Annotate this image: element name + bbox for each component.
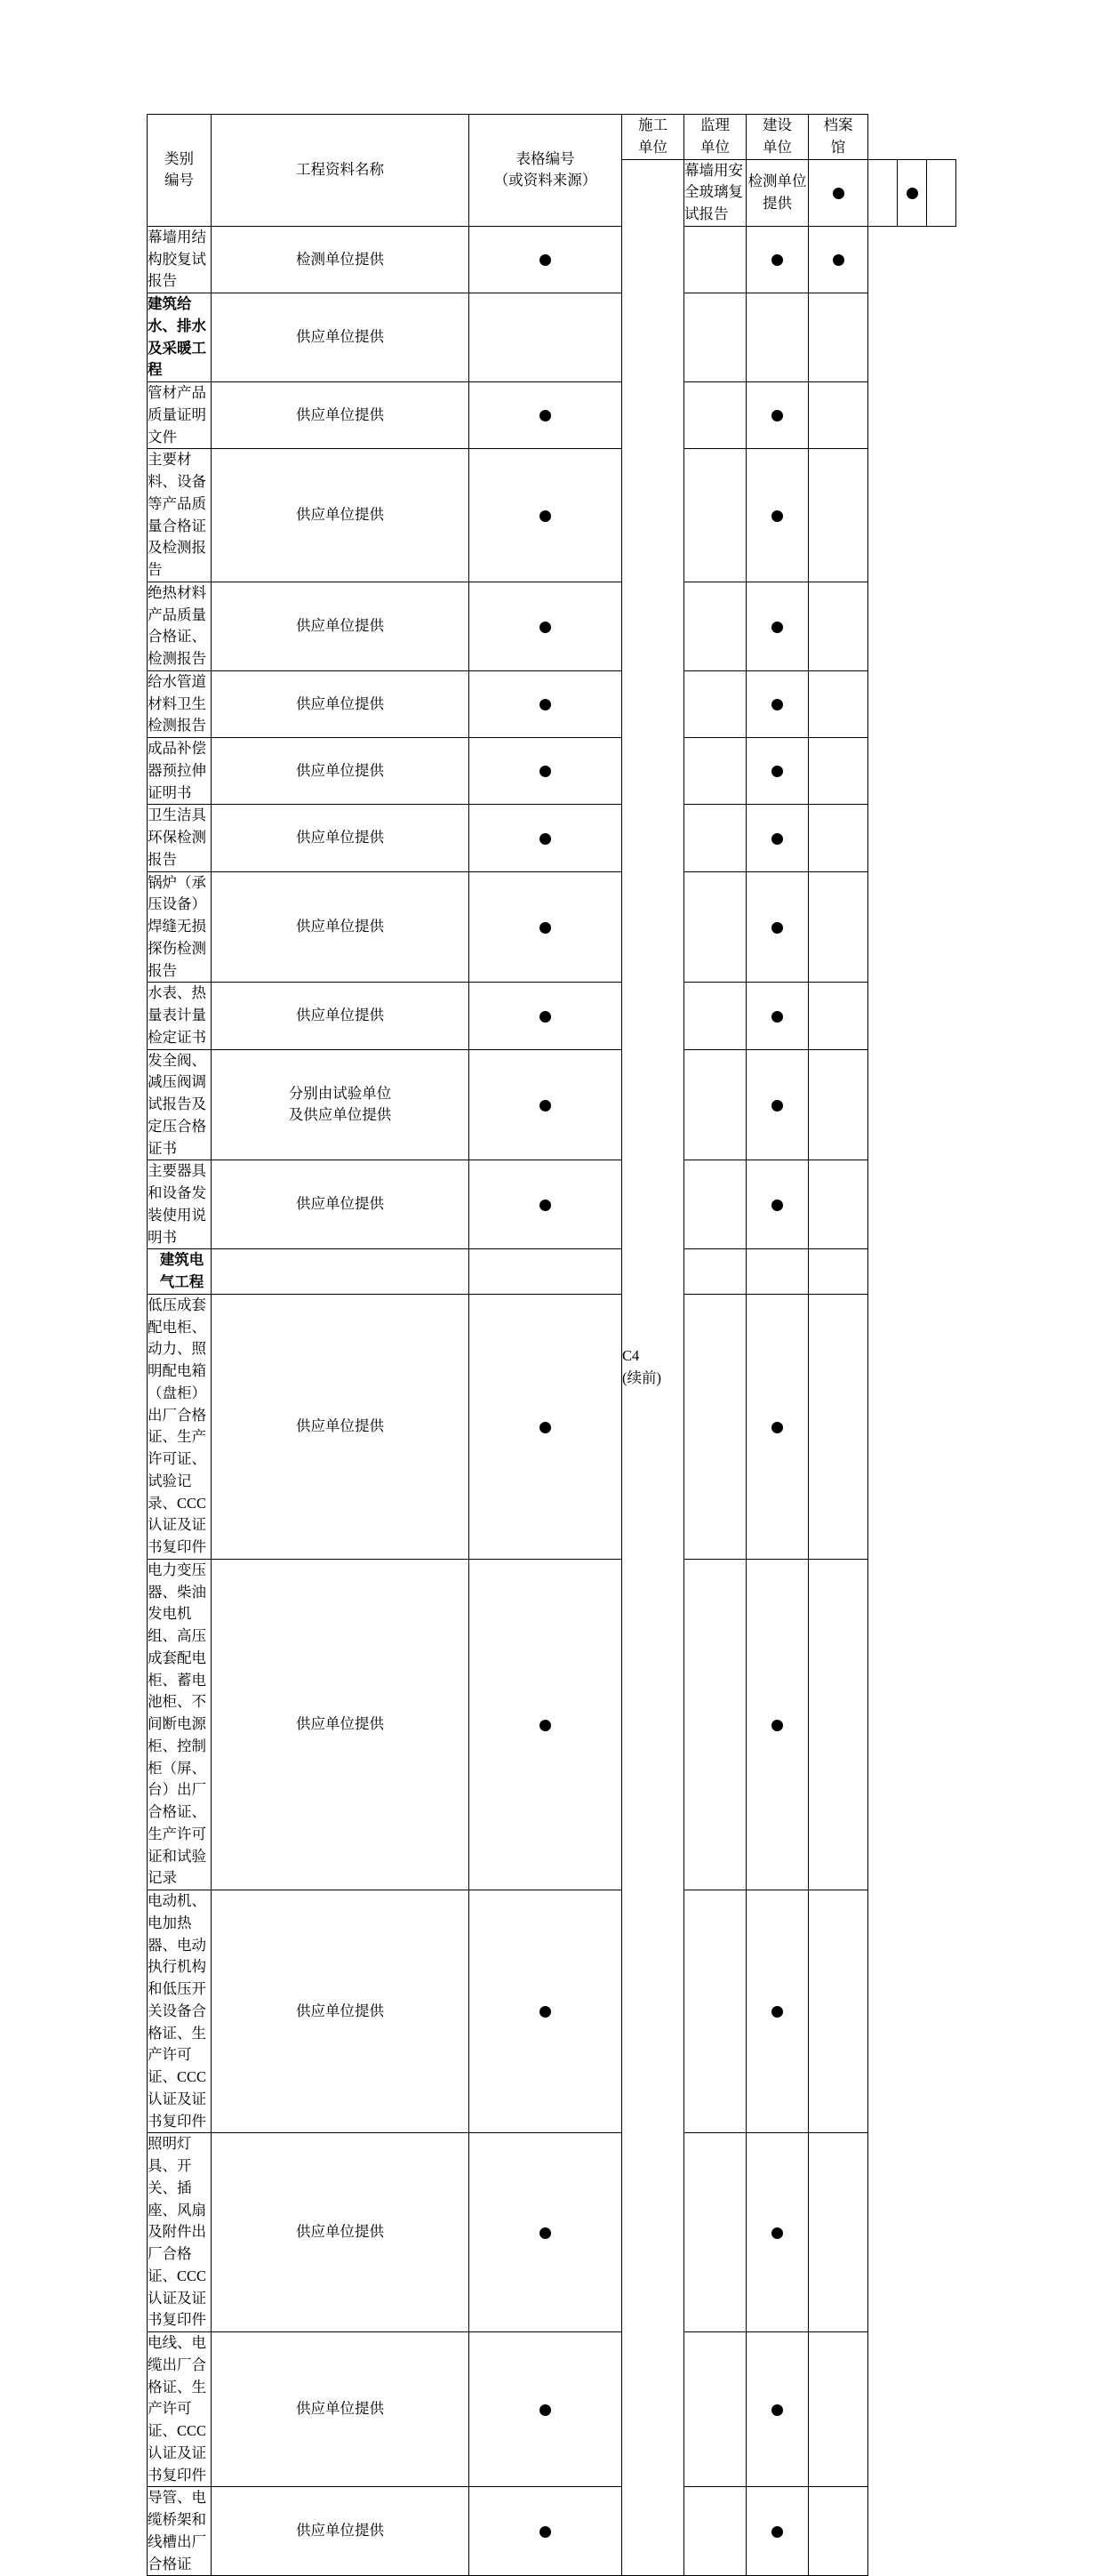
table-header-row (148, 115, 956, 160)
mark-supervision-cell (684, 582, 747, 670)
table-row (148, 871, 956, 983)
mark-supervision-cell (684, 449, 747, 582)
header-unit-supervision-line2: 单位 (700, 138, 730, 156)
mark-construction-dot (540, 1011, 551, 1023)
header-source (469, 115, 622, 227)
table-row (148, 738, 956, 805)
category-code-cell (622, 159, 684, 2576)
row-source: 供应单位提供 (212, 582, 469, 670)
mark-supervision-cell (684, 1294, 747, 1559)
mark-construction-cell (469, 449, 622, 582)
mark-supervision-cell (684, 738, 747, 805)
row-source: 供应单位提供 (212, 1294, 469, 1559)
mark-construction-cell (469, 226, 622, 293)
mark-owner-cell (898, 159, 927, 226)
mark-owner-dot (771, 2526, 783, 2538)
mark-archive-cell (809, 293, 868, 382)
row-source-line2: 及供应单位提供 (288, 1106, 392, 1124)
mark-owner-cell (747, 293, 809, 382)
row-source: 供应单位提供 (212, 670, 469, 737)
category-code: C4 (622, 1347, 640, 1365)
table-row (148, 382, 956, 449)
mark-construction-cell (469, 1049, 622, 1160)
row-name: 水表、热量表计量检定证书 (148, 983, 212, 1049)
mark-owner-cell (747, 1559, 809, 1890)
mark-construction-cell (469, 871, 622, 983)
header-unit-archive (809, 115, 868, 160)
mark-supervision-cell (684, 2332, 747, 2487)
header-unit-owner-line1: 建设 (763, 116, 792, 133)
mark-supervision-cell (684, 1160, 747, 1249)
mark-archive-cell (809, 1890, 868, 2133)
mark-owner-cell (747, 1294, 809, 1559)
row-name: 绝热材料产品质量合格证、检测报告 (148, 582, 212, 670)
mark-owner-cell (747, 1249, 809, 1295)
mark-supervision-cell (684, 2487, 747, 2576)
mark-archive-cell (809, 2487, 868, 2576)
row-name: 幕墙用结构胶复试报告 (148, 226, 212, 293)
mark-owner-cell (747, 738, 809, 805)
table-row (148, 1890, 956, 2133)
row-name: 导管、电缆桥架和线槽出厂合格证 (148, 2487, 212, 2576)
mark-construction-dot (540, 1720, 551, 1731)
table-row (148, 1249, 956, 1295)
row-name: 幕墙用安全玻璃复试报告 (684, 159, 747, 226)
mark-construction-dot (540, 622, 551, 633)
mark-supervision-cell (684, 382, 747, 449)
mark-construction-dot (540, 410, 551, 421)
table-row (148, 983, 956, 1049)
header-source-line2: （或资料来源） (493, 172, 597, 189)
row-name: 卫生洁具环保检测报告 (148, 805, 212, 871)
mark-supervision-cell (684, 1890, 747, 2133)
header-unit-archive-line2: 馆 (830, 138, 846, 156)
mark-owner-dot (771, 1720, 783, 1731)
mark-archive-cell (809, 449, 868, 582)
mark-supervision-cell (684, 805, 747, 871)
mark-owner-cell (747, 2487, 809, 2576)
mark-supervision-cell (684, 1559, 747, 1890)
row-source (212, 1249, 469, 1295)
mark-archive-cell (809, 582, 868, 670)
header-category (148, 115, 212, 227)
row-name: 电力变压器、柴油发电机组、高压成套配电柜、蓄电池柜、不间断电源柜、控制柜（屏、台）出厂合格证、生产许可证和试验记录 (148, 1559, 212, 1890)
mark-owner-dot (771, 2227, 783, 2239)
mark-owner-dot (771, 2006, 783, 2018)
mark-construction-cell (469, 382, 622, 449)
mark-construction-dot (540, 766, 551, 777)
row-name: 低压成套配电柜、动力、照明配电箱（盘柜）出厂合格证、生产许可证、试验记录、CCC 认证及证书复印件 (148, 1294, 212, 1559)
row-name: 主要材料、设备等产品质量合格证及检测报告 (148, 449, 212, 582)
header-unit-construction-line2: 单位 (638, 138, 667, 156)
row-name: 锅炉（承压设备）焊缝无损探伤检测报告 (148, 871, 212, 983)
row-source: 供应单位提供 (212, 805, 469, 871)
table-row (148, 670, 956, 737)
row-source: 供应单位提供 (212, 2133, 469, 2332)
row-name: 建筑给水、排水及采暖工程 (148, 293, 212, 382)
engineering-data-table (147, 114, 956, 2576)
mark-owner-dot (771, 1100, 783, 1111)
mark-owner-cell (747, 983, 809, 1049)
table-row (148, 1049, 956, 1160)
mark-supervision-cell (684, 983, 747, 1049)
mark-archive-cell (809, 2133, 868, 2332)
mark-construction-cell (469, 293, 622, 382)
mark-supervision-cell (684, 226, 747, 293)
mark-construction-cell (469, 2133, 622, 2332)
mark-construction-cell (809, 159, 868, 226)
mark-archive-cell (809, 805, 868, 871)
mark-construction-dot (540, 1200, 551, 1211)
mark-owner-cell (747, 1049, 809, 1160)
mark-owner-cell (747, 805, 809, 871)
mark-owner-cell (747, 382, 809, 449)
mark-owner-dot (771, 510, 783, 522)
mark-archive-cell (809, 1249, 868, 1295)
row-source: 供应单位提供 (212, 2487, 469, 2576)
table-row (148, 1559, 956, 1890)
mark-owner-cell (747, 449, 809, 582)
row-source: 供应单位提供 (212, 382, 469, 449)
mark-owner-cell (747, 2133, 809, 2332)
mark-supervision-cell (684, 2133, 747, 2332)
mark-archive-cell (927, 159, 956, 226)
mark-archive-cell (809, 1559, 868, 1890)
mark-owner-dot (771, 766, 783, 777)
header-source-line1: 表格编号 (516, 149, 575, 167)
mark-owner-dot (907, 188, 918, 199)
mark-construction-cell (469, 2487, 622, 2576)
header-unit-owner-line2: 单位 (763, 138, 792, 156)
row-name: 给水管道材料卫生检测报告 (148, 670, 212, 737)
row-source: 供应单位提供 (212, 1890, 469, 2133)
row-source-line1: 分别由试验单位 (288, 1084, 392, 1102)
mark-supervision-cell (684, 670, 747, 737)
mark-owner-dot (771, 622, 783, 633)
mark-owner-dot (771, 2404, 783, 2416)
mark-construction-dot (540, 510, 551, 522)
table-row (148, 805, 956, 871)
mark-supervision-cell (868, 159, 898, 226)
row-name: 电动机、电加热器、电动执行机构和低压开关设备合格证、生产许可证、CCC 认证及证书复印件 (148, 1890, 212, 2133)
header-unit-construction-line1: 施工 (638, 116, 667, 133)
mark-construction-cell (469, 1160, 622, 1249)
mark-construction-dot (540, 2227, 551, 2239)
mark-construction-dot (540, 1422, 551, 1433)
mark-owner-dot (771, 1422, 783, 1433)
mark-construction-dot (540, 2404, 551, 2416)
row-source: 供应单位提供 (212, 1160, 469, 1249)
mark-supervision-cell (684, 871, 747, 983)
mark-supervision-cell (684, 293, 747, 382)
row-source: 检测单位提供 (747, 159, 809, 226)
table-row (148, 293, 956, 382)
mark-owner-dot (771, 833, 783, 845)
mark-supervision-cell (684, 1049, 747, 1160)
mark-construction-dot (540, 922, 551, 934)
mark-construction-cell (469, 805, 622, 871)
row-name: 主要器具和设备发装使用说明书 (148, 1160, 212, 1249)
mark-owner-cell (747, 1160, 809, 1249)
table-row (148, 226, 956, 293)
row-source: 供应单位提供 (212, 449, 469, 582)
row-source: 供应单位提供 (212, 293, 469, 382)
header-category-line2: 编号 (164, 172, 194, 189)
mark-construction-cell (469, 1294, 622, 1559)
mark-construction-cell (469, 2332, 622, 2487)
mark-construction-cell (469, 582, 622, 670)
row-name: 照明灯具、开关、插座、风扇及附件出厂合格证、CCC 认证及证书复印件 (148, 2133, 212, 2332)
row-source: 供应单位提供 (212, 983, 469, 1049)
mark-owner-dot (771, 1011, 783, 1023)
row-name: 管材产品质量证明文件 (148, 382, 212, 449)
header-category-line1: 类别 (164, 149, 194, 167)
mark-archive-cell (809, 738, 868, 805)
mark-archive-cell (809, 382, 868, 449)
mark-owner-cell (747, 871, 809, 983)
table-row (148, 1294, 956, 1559)
table-row (148, 2487, 956, 2576)
table-row (148, 2133, 956, 2332)
table-row (148, 2332, 956, 2487)
mark-owner-dot (771, 254, 783, 266)
row-source: 供应单位提供 (212, 1559, 469, 1890)
mark-archive-cell (809, 983, 868, 1049)
mark-archive-cell (809, 1294, 868, 1559)
mark-construction-dot (540, 1100, 551, 1111)
mark-owner-dot (771, 1200, 783, 1211)
mark-owner-cell (747, 226, 809, 293)
mark-archive-cell (809, 1049, 868, 1160)
mark-archive-cell (809, 226, 868, 293)
mark-owner-cell (747, 2332, 809, 2487)
mark-construction-dot (540, 254, 551, 266)
mark-owner-dot (771, 410, 783, 421)
row-name: 发全阀、减压阀调试报告及定压合格证书 (148, 1049, 212, 1160)
header-name: 工程资料名称 (212, 115, 469, 227)
mark-owner-cell (747, 670, 809, 737)
mark-archive-dot (833, 254, 844, 266)
row-source: 检测单位提供 (212, 226, 469, 293)
mark-construction-cell (469, 1890, 622, 2133)
mark-owner-cell (747, 582, 809, 670)
header-unit-archive-line1: 档案 (823, 116, 853, 133)
mark-construction-cell (469, 670, 622, 737)
mark-construction-dot (540, 833, 551, 845)
mark-owner-cell (747, 1890, 809, 2133)
mark-construction-dot (540, 699, 551, 710)
table-row (148, 582, 956, 670)
mark-construction-dot (540, 2006, 551, 2018)
mark-supervision-cell (684, 1249, 747, 1295)
mark-construction-cell (469, 1249, 622, 1295)
mark-construction-dot (540, 2526, 551, 2538)
mark-construction-cell (469, 738, 622, 805)
mark-owner-dot (771, 699, 783, 710)
mark-construction-cell (469, 1559, 622, 1890)
mark-owner-dot (771, 922, 783, 934)
row-name: 电线、电缆出厂合格证、生产许可证、CCC 认证及证书复印件 (148, 2332, 212, 2487)
row-source: 供应单位提供 (212, 738, 469, 805)
mark-archive-cell (809, 670, 868, 737)
mark-construction-cell (469, 983, 622, 1049)
header-unit-owner (747, 115, 809, 160)
table-row (148, 1160, 956, 1249)
row-source: 供应单位提供 (212, 871, 469, 983)
mark-archive-cell (809, 871, 868, 983)
mark-construction-dot (833, 188, 844, 199)
header-unit-supervision-line1: 监理 (700, 116, 730, 133)
mark-archive-cell (809, 1160, 868, 1249)
mark-archive-cell (809, 2332, 868, 2487)
row-source: 供应单位提供 (212, 2332, 469, 2487)
category-note: (续前) (622, 1368, 661, 1386)
header-unit-construction (622, 115, 684, 160)
header-unit-supervision (684, 115, 747, 160)
table-row (148, 449, 956, 582)
row-name: 建筑电气工程 (148, 1249, 212, 1295)
row-name: 成品补偿器预拉伸证明书 (148, 738, 212, 805)
row-source (212, 1049, 469, 1160)
